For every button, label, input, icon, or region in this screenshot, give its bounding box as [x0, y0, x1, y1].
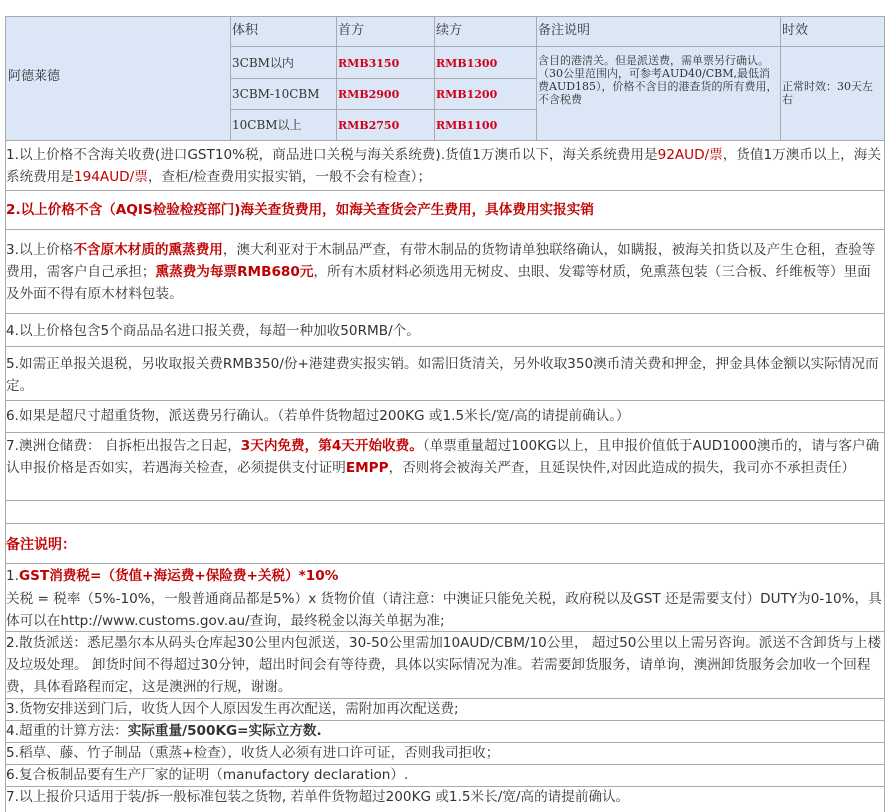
- first-price-cell: RMB3150: [338, 57, 400, 70]
- note-6: 6.如果是超尺寸超重货物，派送费另行确认。（若单件货物超过200KG 或1.5米长/宽/高的请提前确认。）: [6, 408, 630, 424]
- remark-overweight: 4.超重的计算方法：实际重量/500KG=实际立方数.: [6, 723, 322, 739]
- remark-packaging: 7.以上报价只适用于装/拆一般标准包装之货物, 若单件货物超过200KG 或1.5米长/宽/高的请提前确认。: [6, 789, 630, 805]
- header-remark: 备注说明: [538, 23, 591, 38]
- header-first: 首方: [338, 23, 365, 38]
- next-price-cell: RMB1100: [436, 119, 498, 132]
- remark-cell: 含目的港清关。但是派送费，需单票另行确认。（30公里范围内，可参考AUD40/CBM,最低消费AUD185），价格不含目的港查货的所有费用，不含税费: [538, 54, 778, 106]
- remark-redelivery: 3.货物安排送到门后，收货人因个人原因发生再次配送，需附加再次配送费;: [6, 701, 459, 717]
- volume-cell: 3CBM-10CBM: [232, 87, 320, 101]
- note-3: 3.以上价格不含原木材质的熏蒸费用，澳大利亚对于木制品严查，有带木制品的货物请单独联络确认，如瞒报，被海关扣货以及产生仓租，查验等费用，需客户自己承担；熏蒸费为每票RMB680元，所有木质材料必须选用无树皮、虫眼、发霉等材质，免熏蒸包装（三合板、纤维板等）里面及外面不得有原木材料包装。: [6, 242, 876, 302]
- remark-composite: 6.复合板制品要有生产厂家的证明（manufactory declaration）.: [6, 767, 409, 783]
- header-next: 续方: [436, 23, 463, 38]
- volume-cell: 3CBM以内: [232, 56, 294, 70]
- next-price-cell: RMB1300: [436, 57, 498, 70]
- city-name: 阿德莱德: [8, 69, 61, 84]
- first-price-cell: RMB2750: [338, 119, 400, 132]
- remark-duty: 关税 = 税率（5%-10%，一般普通商品都是5%）x 货物价值（请注意：中澳证只能免关税，政府税以及GST 还是需要支付）DUTY为0-10%，具体可以在http://www.customs.gov.au/查询，最终税金以海关单据为准;: [6, 591, 882, 629]
- note-2: 2.以上价格不含（AQIS检验检疫部门)海关查货费用，如海关查货会产生费用，具体费用实报实销: [6, 202, 594, 218]
- remark-delivery: 2.散货派送：悉尼墨尔本从码头仓库起30公里内包派送，30-50公里需加10AUD/CBM/10公里， 超过50公里以上需另咨询。派送不含卸货与上楼及垃圾处理。 卸货时间不得超过30分钟，超出时间会有等待费，具体以实际情况为准。若需要卸货服务，请单询，澳洲卸货服务会加收一个回程费，具体看路程而定，这是澳洲的行规，谢谢。: [6, 635, 882, 695]
- first-price-cell: RMB2900: [338, 88, 400, 101]
- header-timing: 时效: [782, 23, 809, 38]
- note-1: 1.以上价格不含海关收费(进口GST10%税，商品进口关税与海关系统费).货值1万澳币以下，海关系统费用是92AUD/票，货值1万澳币以上，海关系统费用是194AUD/票，查柜/检查费用实报实销，一般不会有检查）；: [6, 147, 881, 185]
- next-price-cell: RMB1200: [436, 88, 498, 101]
- header-volume: 体积: [232, 23, 259, 38]
- timing-cell: 正常时效：30天左右: [782, 80, 873, 106]
- volume-cell: 10CBM以上: [232, 118, 302, 132]
- remark-bamboo: 5.稻草、藤、竹子制品（熏蒸+检查），收货人必须有进口许可证，否则我司拒收；: [6, 745, 500, 761]
- remarks-title: 备注说明：: [6, 537, 76, 553]
- note-7: 7.澳洲仓储费： 自拆柜出报告之日起，3天内免费，第4天开始收费。（单票重量超过100KG以上，且申报价值低于AUD1000澳币的，请与客户确认申报价格是否如实，若遇海关检查，必须提供支付证明EMPP，否则将会被海关严查，且延误快件,对因此造成的损失，我司亦不承担责任）: [6, 438, 880, 476]
- note-4: 4.以上价格包含5个商品品名进口报关费，每超一种加收50RMB/个。: [6, 323, 420, 339]
- note-5: 5.如需正单报关退税，另收取报关费RMB350/份+港建费实报实销。如需旧货清关，另外收取350澳币清关费和押金，押金具体金额以实际情况而定。: [6, 356, 879, 394]
- remark-gst: 1.GST消费税=（货值+海运费+保险费+关税）*10%: [6, 568, 339, 584]
